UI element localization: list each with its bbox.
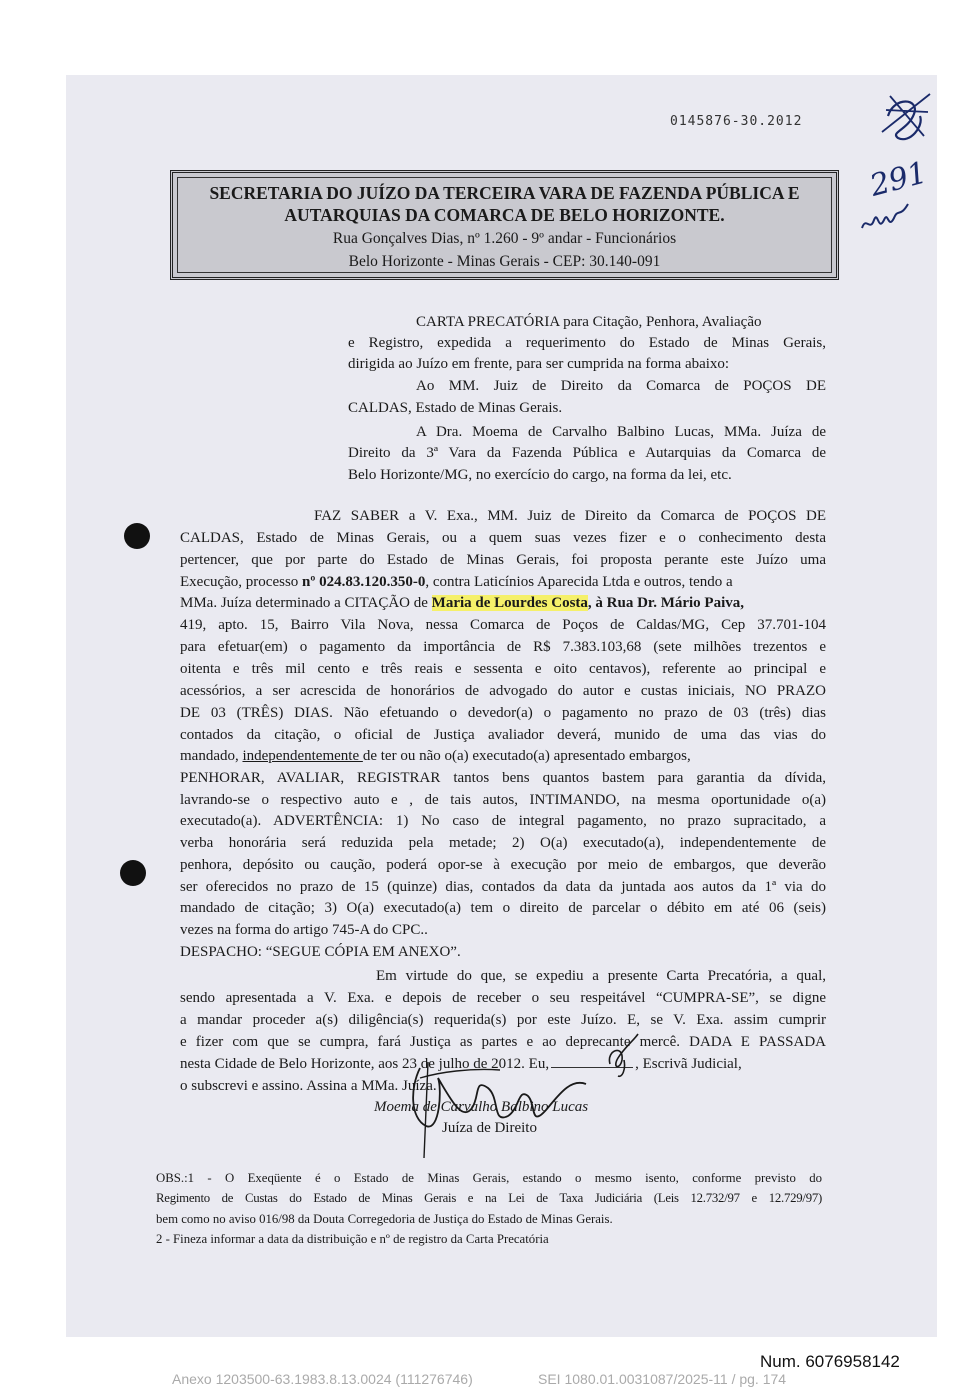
highlighted-name: Maria de Lourdes Costa [431, 595, 588, 611]
body-line: CALDAS, Estado de Minas Gerais, ou a quem suas vezes fizer e o conhecimento desta [180, 530, 826, 546]
body-text-run: , à Rua Dr. Mário Paiva, [587, 595, 745, 611]
body-line: mandado de citação; 3) O(a) executado(a) tem o direito de parcelar o débito em até 06 (seis) [180, 900, 826, 916]
court-header [170, 170, 839, 280]
annex-reference: Anexo 1203500-63.1983.8.13.0024 (111276746) [172, 1371, 473, 1387]
intro-line: Belo Horizonte/MG, no exercício do cargo, na forma da lei, etc. [348, 467, 732, 483]
handwritten-initials [860, 198, 910, 238]
intro-line: Direito da 3ª Vara da Fazenda Pública e Autarquias da Comarca de [348, 445, 826, 461]
process-number-stamp: 0145876-30.2012 [670, 114, 803, 129]
body-line: PENHORAR, AVALIAR, REGISTRAR tantos bens quantos bastem para garantia da dívida, [180, 770, 826, 786]
body-line: 419, apto. 15, Bairro Vila Nova, nessa Comarca de Poços de Caldas/MG, Cep 37.701-104 [180, 617, 826, 633]
intro-line: A Dra. Moema de Carvalho Balbino Lucas, MMa. Juíza de [416, 424, 826, 440]
body-line: DE 03 (TRÊS) DIAS. Não efetuando o devedor(a) o pagamento no prazo de 03 (três) dias [180, 705, 826, 721]
body-line: o subscrevi e assino. Assina a MMa. Juíza. [180, 1078, 437, 1094]
despacho-line: DESPACHO: “SEGUE CÓPIA EM ANEXO”. [180, 944, 461, 960]
judge-name: Moema de Carvalho Balbino Lucas [374, 1099, 589, 1115]
body-line: contados da citação, o oficial de Justiça avaliador deverá, munido de uma das vias do [180, 727, 826, 743]
body-text-run: MMa. Juíza determinado a CITAÇÃO de [180, 595, 432, 611]
obs-line: Regimento de Custas do Estado de Minas Gerais e na Lei de Taxa Judiciária (Leis 12.732/97 e 12.729/97) [156, 1191, 822, 1205]
body-line [180, 574, 733, 591]
body-text-run: mandado, [180, 748, 243, 764]
obs-line: OBS.:1 - O Exeqüente é o Estado de Minas Gerais, estando o mesmo isento, conforme previsto do [156, 1171, 822, 1185]
intro-line: Ao MM. Juiz de Direito da Comarca de POÇOS DE [416, 378, 826, 394]
body-line: e fizer com que se cumpra, fará Justiça as partes e ao deprecante mercê. DADA E PASSADA [180, 1034, 826, 1050]
header-line-1: SECRETARIA DO JUÍZO DA TERCEIRA VARA DE FAZENDA PÚBLICA E [209, 183, 800, 203]
body-line: executado(a). ADVERTÊNCIA: 1) No caso de integral pagamento, no prazo supracitado, a [180, 813, 826, 829]
clerk-initials [604, 1030, 644, 1080]
sei-reference: SEI 1080.01.0031087/2025-11 / pg. 174 [538, 1371, 787, 1387]
header-address: Rua Gonçalves Dias, nº 1.260 - 9º andar - Funcionários [332, 230, 677, 247]
body-line: verba honorária será reduzida pela metade; 2) O(a) executado(a), independentemente de [180, 835, 826, 851]
body-line: oitenta e três mil cento e três reais e sessenta e oito centavos), referente ao principal e [180, 661, 826, 677]
document-number: Num. 6076958142 [760, 1352, 900, 1371]
body-line: lavrando-se o respectivo auto e , de tais autos, INTIMANDO, na mesma oportunidade o(a) [180, 792, 826, 808]
body-line: ser oferecidos no prazo de 15 (quinze) dias, contados da data da juntada aos autos da 1ª via do [180, 879, 826, 895]
intro-line: e Registro, expedida a requerimento do Estado de Minas Gerais, [348, 335, 826, 351]
process-number: nº 024.83.120.350-0 [302, 574, 426, 590]
body-line: para efetuar(em) o pagamento da importância de R$ 7.383.103,68 (sete milhões trezentos e [180, 639, 826, 655]
body-line [180, 748, 691, 765]
body-line [180, 595, 744, 612]
intro-line: CALDAS, Estado de Minas Gerais. [348, 400, 563, 416]
body-text-run: de ter ou não o(a) executado(a) apresentado embargos, [362, 748, 691, 764]
body-text-run: , contra Laticínios Aparecida Ltda e outros, tendo a [425, 574, 733, 590]
intro-line: CARTA PRECATÓRIA para Citação, Penhora, Avaliação [416, 314, 762, 330]
body-text-run: , Escrivã Judicial, [635, 1056, 742, 1072]
obs-line: 2 - Fineza informar a data da distribuição e nº de registro da Carta Precatória [156, 1232, 549, 1246]
body-line: a mandar proceder a(s) diligência(s) requerida(s) por este Juízo. E, se V. Exa. assim cumprir [180, 1012, 826, 1028]
body-text-run: Execução, processo [180, 574, 303, 590]
body-text-run: nesta Cidade de Belo Horizonte, aos 23 de julho de 2012. Eu, [180, 1056, 550, 1072]
body-line: acessórios, a ser acrescida de honorários de advogado do autor e custas iniciais, NO PRAZO [180, 683, 826, 699]
underlined-word: independentemente [242, 748, 363, 764]
body-line: penhora, depósito ou caução, poderá opor-se à execução por meio de embargos, que deverão [180, 857, 826, 873]
body-line: FAZ SABER a V. Exa., MM. Juiz de Direito da Comarca de POÇOS DE [314, 508, 826, 524]
handwritten-page-number: 291 [866, 155, 931, 204]
body-line: sendo apresentada a V. Exa. e depois de receber o seu respeitável “CUMPRA-SE”, se digne [180, 990, 826, 1006]
header-city: Belo Horizonte - Minas Gerais - CEP: 30.140-091 [348, 253, 661, 270]
judge-title: Juíza de Direito [442, 1120, 537, 1136]
body-line: vezes na forma do artigo 745-A do CPC.. [180, 922, 428, 938]
hole-punch-mark [120, 860, 146, 886]
intro-line: dirigida ao Juízo em frente, para ser cumprida na forma abaixo: [348, 356, 730, 372]
header-line-2: AUTARQUIAS DA COMARCA DE BELO HORIZONTE. [284, 205, 725, 225]
body-line: Em virtude do que, se expediu a presente Carta Precatória, a qual, [376, 968, 826, 984]
hole-punch-mark [124, 523, 150, 549]
body-line: pertencer, que por parte do Estado de Minas Gerais, foi proposta perante este Juízo uma [180, 552, 826, 568]
obs-line: bem como no aviso 016/98 da Douta Corregedoria de Justiça do Estado de Minas Gerais. [156, 1212, 613, 1226]
crossed-out-page-number [880, 86, 940, 146]
